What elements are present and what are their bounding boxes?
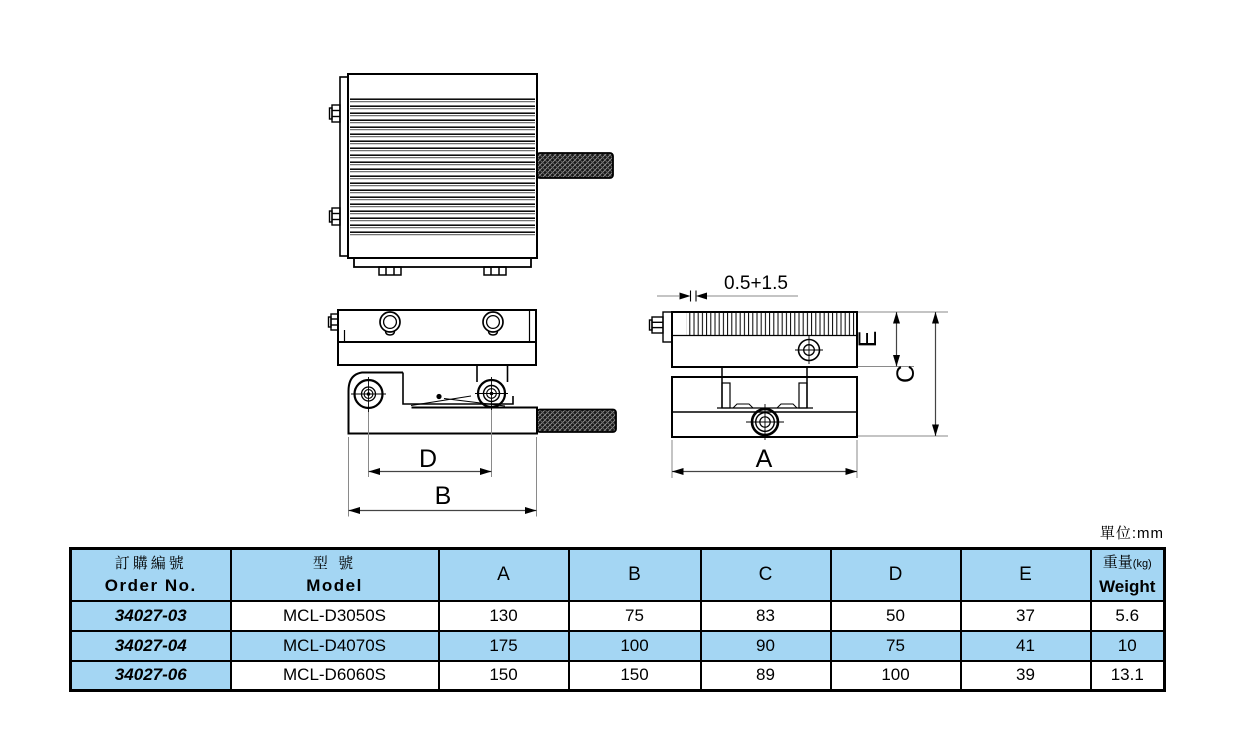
cell-weight: 5.6 xyxy=(1091,601,1165,631)
cell-order: 34027-04 xyxy=(71,631,231,661)
top-view-clamp-bolt xyxy=(330,105,341,122)
top-view-base-plate xyxy=(354,258,531,267)
dim-label-pitch: 0.5+1.5 xyxy=(724,273,788,294)
col-header-c: C xyxy=(701,549,831,601)
front-view-pivot-dot xyxy=(436,394,441,399)
table-row xyxy=(71,631,1165,661)
col-header-weight xyxy=(1091,549,1165,601)
side-view-laminations xyxy=(686,313,856,336)
cell-model: MCL-D3050S xyxy=(231,601,439,631)
dim-label-e: E xyxy=(854,330,882,348)
front-view-roller xyxy=(475,377,508,410)
cell-model: MCL-D6060S xyxy=(231,661,439,691)
cell-e: 41 xyxy=(961,631,1091,661)
cell-e: 39 xyxy=(961,661,1091,691)
top-view-clamp-rail xyxy=(340,77,348,256)
top-view-laminations xyxy=(350,96,535,237)
dim-label-a: A xyxy=(755,445,773,473)
cell-c: 90 xyxy=(701,631,831,661)
weight-header-unit: (kg) xyxy=(1132,557,1152,570)
cell-d: 50 xyxy=(831,601,961,631)
model-header-zh: 型 號 xyxy=(312,554,357,572)
top-view-handle xyxy=(537,153,613,178)
side-view-drawing xyxy=(650,312,858,440)
table-row xyxy=(71,661,1165,691)
order-header-zh: 訂購編號 xyxy=(114,554,187,572)
front-view-drawing xyxy=(329,310,617,434)
col-header-a: A xyxy=(439,549,569,601)
cell-d: 100 xyxy=(831,661,961,691)
cell-b: 150 xyxy=(569,661,701,691)
dim-label-d: D xyxy=(418,445,438,473)
model-header-en: Model xyxy=(306,575,363,595)
top-view-foot xyxy=(484,267,506,275)
dim-label-c: C xyxy=(892,364,920,384)
top-view-clamp-bolt xyxy=(330,208,341,225)
cell-c: 89 xyxy=(701,661,831,691)
col-header-d: D xyxy=(831,549,961,601)
weight-header-zh: 重量 xyxy=(1102,553,1133,571)
cell-order: 34027-06 xyxy=(71,661,231,691)
cell-weight: 13.1 xyxy=(1091,661,1165,691)
weight-header-en: Weight xyxy=(1099,576,1156,596)
cell-a: 150 xyxy=(439,661,569,691)
cell-e: 37 xyxy=(961,601,1091,631)
cell-b: 75 xyxy=(569,601,701,631)
dim-c xyxy=(858,312,948,436)
cell-a: 175 xyxy=(439,631,569,661)
cell-order: 34027-03 xyxy=(71,601,231,631)
table-row xyxy=(71,601,1165,631)
front-view-handle xyxy=(537,410,616,433)
col-header-e: E xyxy=(961,549,1091,601)
dim-label-b: B xyxy=(434,482,452,510)
units-label: 單位:mm xyxy=(1099,525,1164,542)
dim-b xyxy=(349,437,537,517)
spec-table xyxy=(69,547,1166,692)
front-view-chuck-body xyxy=(338,342,536,365)
top-view-foot xyxy=(379,267,401,275)
order-header-en: Order No. xyxy=(104,575,197,595)
col-header-model xyxy=(231,549,439,601)
cell-c: 83 xyxy=(701,601,831,631)
front-view-clamp-bolt xyxy=(329,314,339,330)
dim-pitch xyxy=(657,273,798,302)
top-view-drawing xyxy=(330,74,614,275)
side-view-clamp-bolt xyxy=(650,312,673,342)
side-view-lower-block xyxy=(672,377,857,437)
front-view-chuck-top xyxy=(338,310,536,342)
col-header-b: B xyxy=(569,549,701,601)
cell-weight: 10 xyxy=(1091,631,1165,661)
cell-model: MCL-D4070S xyxy=(231,631,439,661)
col-header-order xyxy=(71,549,231,601)
table-header-row xyxy=(71,549,1165,601)
cell-b: 100 xyxy=(569,631,701,661)
dim-a xyxy=(672,440,857,478)
cell-a: 130 xyxy=(439,601,569,631)
cell-d: 75 xyxy=(831,631,961,661)
